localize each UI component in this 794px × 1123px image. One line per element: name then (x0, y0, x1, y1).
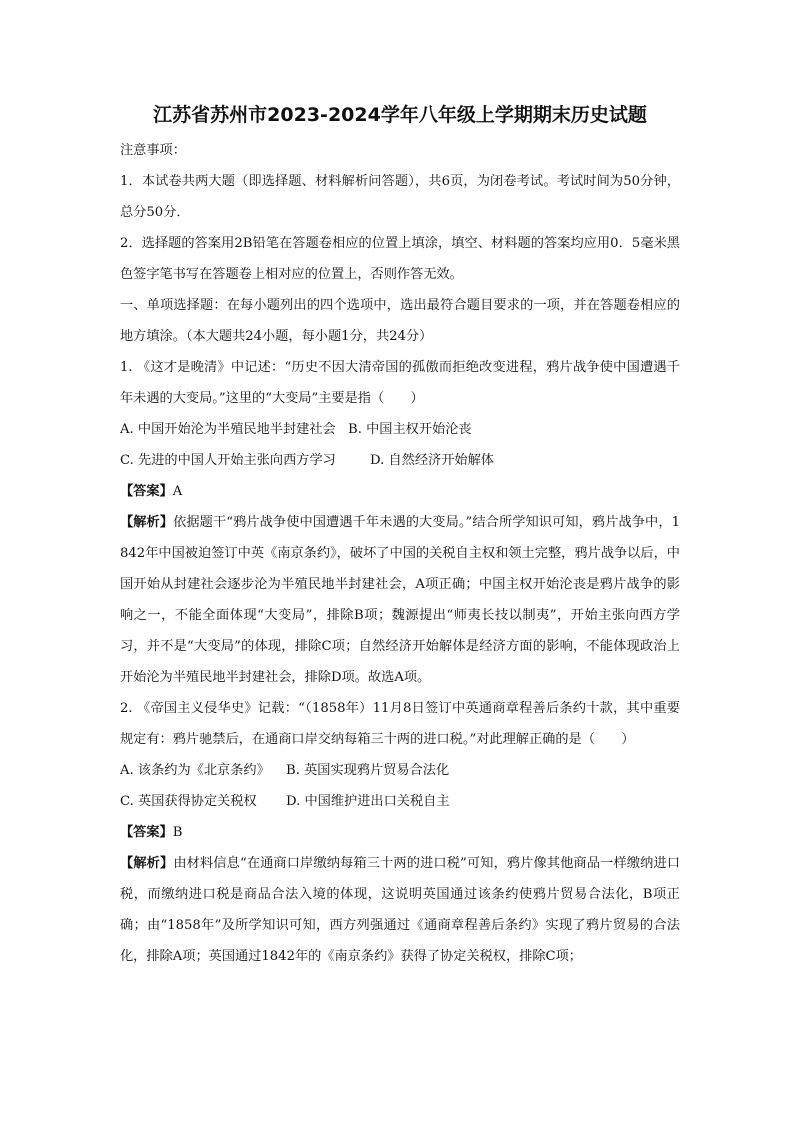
answer-label: 【答案】 (120, 484, 173, 499)
question-2-analysis (120, 848, 680, 972)
question-1-options-row-2 (120, 445, 680, 476)
notice-label: 注意事项： (120, 143, 186, 158)
notice-item-2: 2．选择题的答案用2B铅笔在答题卷相应的位置上填涂，填空、材料题的答案均应用0．5毫米黑色签字笔书写在答题卷上相对应的位置上，否则作答无效。 (120, 236, 680, 282)
answer-value: B (172, 825, 183, 840)
question-1-option-d: D. 自然经济开始解体 (370, 453, 494, 468)
question-2-answer (120, 817, 680, 848)
question-1-option-b: B. 中国主权开始沦丧 (348, 422, 472, 437)
page-title: 江苏省苏州市2023-2024学年八年级上学期期末历史试题 (153, 104, 647, 126)
analysis-label: 【解析】 (120, 856, 174, 871)
analysis-text: 由材料信息“在通商口岸缴纳每箱三十两的进口税”可知，鸦片像其他商品一样缴纳进口税，而缴纳进口税是商品合法入境的体现，这说明英国通过该条约使鸦片贸易合法化，B项正确；由“1858年”及所学知识可知，西方列强通过《通商章程善后条约》实现了鸦片贸易的合法化，排除A项；英国通过1842年的《南京条约》获得了协定关税权，排除C项； (120, 856, 681, 964)
question-2-option-b: B. 英国实现鸦片贸易合法化 (286, 763, 450, 778)
question-1-options-row-1 (120, 414, 680, 445)
question-1-option-a: A. 中国开始沦为半殖民地半封建社会 (120, 422, 336, 437)
question-1-option-c: C. 先进的中国人开始主张向西方学习 (120, 453, 336, 468)
question-2-option-a: A. 该条约为《北京条约》 (120, 763, 270, 778)
answer-value: A (172, 484, 183, 499)
document-page (120, 100, 680, 972)
question-1-answer (120, 476, 680, 507)
notice-item-1: 1．本试卷共两大题（即选择题、材料解析问答题），共6页，为闭卷考试。考试时间为50分钟，总分50分． (120, 174, 680, 220)
question-2-option-c: C. 英国获得协定关税权 (120, 794, 257, 809)
question-1-analysis (120, 507, 680, 693)
question-1-stem: 1. 《这才是晚清》中记述：“历史不因大清帝国的孤傲而拒绝改变进程，鸦片战争使中国遭遇千年未遇的大变局。”这里的“大变局”主要是指（ ） (120, 360, 680, 406)
question-2-options-row-2 (120, 786, 680, 817)
analysis-text: 依据题干“鸦片战争使中国遭遇千年未遇的大变局。”结合所学知识可知，鸦片战争中，1842年中国被迫签订中英《南京条约》，破坏了中国的关税自主权和领土完整，鸦片战争以后，中国开始从封建社会逐步沦为半殖民地半封建社会，A项正确；中国主权开始沦丧是鸦片战争的影响之一，不能全面体现“大变局”，排除B项；魏源提出“师夷长技以制夷”，开始主张向西方学习，并不是“大变局”的体现，排除C项；自然经济开始解体是经济方面的影响，不能体现政治上开始沦为半殖民地半封建社会，排除D项。故选A项。 (120, 515, 680, 685)
question-2-stem: 2. 《帝国主义侵华史》记载：“（1858年）11月8日签订中英通商章程善后条约十款，其中重要规定有：鸦片驰禁后，在通商口岸交纳每箱三十两的进口税。”对此理解正确的是（ ） (120, 701, 680, 747)
answer-label: 【答案】 (120, 825, 173, 840)
analysis-label: 【解析】 (120, 515, 174, 530)
question-2-option-d: D. 中国维护进出口关税自主 (286, 794, 450, 809)
question-2-options-row-1 (120, 755, 680, 786)
section-heading: 一、单项选择题：在每小题列出的四个选项中，选出最符合题目要求的一项，并在答题卷相应的地方填涂。（本大题共24小题，每小题1分，共24分） (120, 298, 680, 344)
